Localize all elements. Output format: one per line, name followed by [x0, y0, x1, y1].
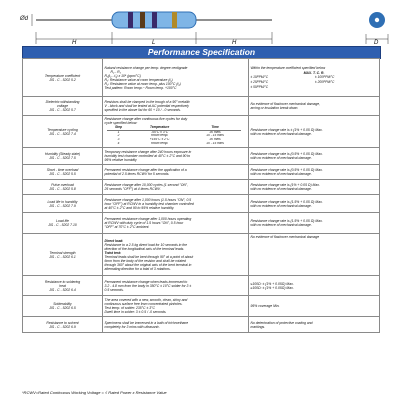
test-condition-cell — [103, 180, 249, 195]
color-band-2 — [140, 12, 145, 28]
diameter-label: Ød — [20, 16, 29, 22]
cycle-header: Time — [189, 126, 242, 130]
test-name-cell — [23, 180, 103, 195]
requirement-cell — [249, 148, 380, 165]
test-name-cell — [23, 317, 103, 333]
requirement-line: with no evidence of mechanical damage. — [250, 131, 312, 136]
condition-line: Specimens shall be immersed in a bath of trichroethane — [104, 320, 189, 325]
spec-row-humidity — [23, 148, 380, 165]
twist-test-caption: Twist test: — [104, 250, 122, 255]
test-name: Load life — [56, 219, 69, 223]
requirement-cell — [249, 59, 380, 97]
test-name: Solderability — [53, 302, 72, 306]
cycle-time: 10 - 15 mins — [206, 134, 224, 138]
tcr-title: MAX. T. C. R. — [303, 70, 325, 75]
requirement-line: Resistance change rate is ± (1% + 0.05 Ω) Max. — [250, 127, 323, 132]
test-name: Short - time overload — [46, 168, 79, 172]
requirement-line: Resistance change rate is (0.5% + 0.05 Ω) Max. — [250, 152, 323, 156]
rcwv-footnote: *RCWV=Rated Continuous Working Voltage = √ Rated Power x Resistance Value — [22, 390, 167, 395]
test-condition-cell — [103, 148, 249, 165]
condition-line: V - block and shall be tested at AC potential respectively — [104, 104, 189, 108]
condition-line: Dwell time in solder: 3 ± 0.5 / -0 seconds. — [104, 310, 167, 314]
condition-line: continuous surface free from concentrated pinholes. — [104, 302, 183, 306]
section-title: Performance Specification — [22, 46, 381, 59]
tcr-value: ± 100PPM/°C — [315, 75, 335, 80]
condition-line: Temporary resistance change after 240 hours exposure in — [104, 150, 192, 154]
requirement-cell — [249, 213, 380, 234]
condition-line: 3.2 - 4.8 mm from the body in 350°C ± 10°C solder for 3 ± — [104, 283, 192, 288]
requirement-cell — [249, 296, 380, 317]
direct-load-caption: Direct load: — [104, 238, 124, 243]
test-name: heat — [59, 283, 66, 288]
spec-row-solderability — [23, 296, 380, 317]
test-name: Humidity (Steady state) — [44, 152, 81, 156]
spec-row-terminal-strength — [23, 234, 380, 276]
requirement-line: with no evidence of mechanical damage. — [250, 172, 312, 176]
condition-line: completely for 3 mins with ultrasonic. — [104, 324, 160, 329]
requirement-cell — [249, 165, 380, 180]
requirement-line: Resistance change rate is (1.5% + 0.05 Ω) Max. — [250, 219, 323, 223]
test-name-cell — [23, 234, 103, 276]
condition-line: through 360° about the original axis of the bent terminal in — [104, 262, 192, 267]
test-standard: JIS - C - 5202 7.5 — [49, 156, 76, 160]
condition-line: Test pattern: Room temp.~ Room temp. +100°C — [104, 85, 177, 90]
condition-line: Permanent resistance change when leads immersed to — [104, 279, 188, 284]
tcr-value: ± 50PPM/°C — [250, 84, 269, 89]
test-name-cell — [23, 296, 103, 317]
test-name: Resistance to solvent — [46, 320, 79, 325]
cycle-temperature: Room temp. — [150, 141, 169, 145]
test-name-cell — [23, 213, 103, 234]
test-condition-cell — [103, 234, 249, 276]
cycle-step: 4 — [117, 141, 120, 145]
condition-line: Resistance change after 10,000 cycles (1 second "ON", — [104, 183, 188, 187]
requirement-line: with no evidence of mechanical damage. — [250, 156, 312, 160]
requirement-line: Resistance change rate is (1.5% + 0.05 Ω) Max. — [250, 199, 323, 204]
cycle-temperature: -55°C ± 3°C — [151, 130, 169, 134]
test-name: Resistance to soldering — [44, 279, 81, 284]
tcr-value: ± 25PPM/°C — [250, 79, 269, 84]
spec-row-dielectric-withstanding — [23, 97, 380, 116]
requirement-line: No evidence of flashover mechanical damage, — [250, 102, 321, 106]
spec-row-temperature-coefficient — [23, 59, 380, 97]
condition-line: potential of 2.5 times RCWV for 5 seconds. — [104, 172, 170, 176]
body-length-label: L — [152, 40, 156, 46]
cycle-time: 10 - 15 mins — [206, 141, 224, 145]
test-condition-cell — [103, 195, 249, 213]
test-name: voltage — [57, 104, 68, 108]
condition-line: 6mm from the body of the resistor and shall be rotated — [104, 258, 186, 263]
test-name-cell — [23, 195, 103, 213]
condition-line: alternating direction for a total of 3 rotations. — [104, 266, 171, 271]
color-band-4 — [172, 12, 177, 28]
test-standard: JIS - C - 5202 6.1 — [49, 254, 76, 259]
condition-line: Resistors shall be clamped in the trough of a 90° metallic — [104, 100, 190, 104]
test-name: Pulse overload — [51, 183, 74, 187]
test-name: Dielectric withstanding — [45, 100, 80, 104]
requirement-line: ≤100Ω: ± (1% + 0.05Ω) Max. — [250, 281, 294, 286]
cycle-step: 3 — [117, 138, 120, 142]
formula-numerator: R₂ - R₁ — [110, 69, 121, 74]
condition-line: The area covered with a new, smooth, clean, shiny and — [104, 298, 188, 302]
spec-row-solvent — [23, 317, 380, 333]
spec-row-load-life-humidity — [23, 195, 380, 213]
test-name: Temperature coefficient — [44, 73, 81, 78]
test-name-cell — [23, 59, 103, 97]
requirement-line: No deterioration of protective coating and — [250, 320, 313, 325]
requirement-line: arcing or insulation break down. — [250, 106, 299, 110]
resistor-drawing — [0, 0, 400, 52]
requirement-cell — [249, 116, 380, 148]
condition-line: R₂: Resistance value at room temp. plus 100°C (t₂) — [104, 81, 181, 86]
color-band-3 — [152, 12, 157, 28]
test-condition-cell — [103, 97, 249, 116]
condition-line: humidity test chamber controlled at 40°C ± 2°C and 90 to — [104, 154, 191, 158]
cycle-table — [107, 126, 242, 146]
requirement-cell — [249, 234, 380, 276]
tcr-value: ± 200PPM/°C — [315, 79, 335, 84]
test-name-cell — [23, 165, 103, 180]
test-standard: JIS - C - 5202 5.8 — [49, 187, 76, 191]
cycle-header: Temperature — [131, 126, 189, 130]
test-name-cell — [23, 116, 103, 148]
condition-line: 0.5 seconds. — [104, 287, 124, 292]
lead-length-label-right: H — [232, 40, 237, 46]
condition-line: Test temp. of solder: 235°C ± 3°C — [104, 306, 155, 310]
test-standard: JIS - C - 5202 5.7 — [49, 108, 76, 112]
test-standard: JIS - C - 5202 6.9 — [49, 324, 76, 329]
condition-line: Resistance change after continuous five cycles for duty — [104, 116, 188, 121]
tcr-value: ± 10PPM/°C — [250, 75, 269, 80]
requirement-line: Resistance change rate is (1% + 0.05 Ω) Max. — [250, 183, 320, 187]
spec-row-temperature-cycling — [23, 116, 380, 148]
test-condition-cell — [103, 165, 249, 180]
test-name-cell — [23, 97, 103, 116]
cycle-time: 30 mins — [209, 138, 221, 142]
test-name: Temperature cycling — [47, 127, 78, 132]
requirement-line: with no evidence of mechanical damage. — [250, 203, 312, 208]
test-standard: JIS - C - 5202 7.4 — [49, 131, 76, 136]
formula-denominator: R₁(t₂ - t₁) x 10⁶ (ppm/°C) — [104, 73, 141, 78]
spec-row-pulse-overload — [23, 180, 380, 195]
test-condition-cell — [103, 317, 249, 333]
test-name: Terminal strength — [49, 250, 76, 255]
condition-line: at RCWV with duty cycle of 1.5 hours "ON", 0.5 hour — [104, 221, 184, 225]
tcr-values — [251, 75, 378, 89]
spec-row-short-time-overload — [23, 165, 380, 180]
requirement-line: 95% coverage Min. — [250, 304, 280, 308]
condition-line: Resistance to a 2.5 kg direct load for 10 seconds in the — [104, 242, 188, 247]
condition-line: Permanent resistance change after the application of a — [104, 168, 187, 172]
test-standard: JIS - C - 5202 5.5 — [49, 172, 76, 176]
test-standard: JIS - C - 5202 7.10 — [48, 223, 77, 227]
requirement-cell — [249, 276, 380, 296]
condition-line: hour "OFF") at RCWV in a humidity test chamber controlled — [104, 201, 194, 206]
performance-spec-table — [22, 58, 380, 333]
cycle-row — [107, 142, 242, 146]
requirement-intro: Within the temperature coefficient specified below — [250, 65, 326, 70]
resistor-diagram — [0, 0, 400, 52]
condition-line: specified in the above list for 60 + 10 / - 0 seconds. — [104, 108, 181, 112]
test-condition-cell — [103, 213, 249, 234]
cycle-temperature: +155°C ± 2°C — [149, 138, 170, 142]
condition-line: cycle specified below: — [104, 120, 138, 125]
test-standard: JIS - C - 5202 6.5 — [49, 306, 76, 310]
condition-line: direction of the longitudinal axis of the terminal leads. — [104, 246, 185, 251]
requirement-cell — [249, 97, 380, 116]
cycle-temperature: Room temp. — [150, 134, 169, 138]
body-diameter-label: D — [374, 40, 379, 46]
test-condition-cell — [103, 116, 249, 148]
requirement-cell — [249, 317, 380, 333]
test-name-cell — [23, 148, 103, 165]
test-standard: JIS - C - 5202 7.9 — [49, 203, 76, 208]
condition-line: Resistance change after 1,000 hours (1.5 hours "ON", 0.5 — [104, 197, 192, 202]
cycle-step: 2 — [117, 134, 120, 138]
spec-row-soldering-heat — [23, 276, 380, 296]
condition-line: Natural resistance change per temp. degree centigrade — [104, 65, 188, 70]
requirement-cell — [249, 180, 380, 195]
test-name-cell — [23, 276, 103, 296]
spec-row-load-life — [23, 213, 380, 234]
test-name: Load life in humidity — [47, 199, 78, 204]
requirement-line: No evidence of flashover mechanical damage — [250, 234, 320, 239]
tcr-value — [315, 85, 378, 90]
condition-line: 95% relative humidity — [104, 158, 137, 162]
requirement-line: Resistance change rate is (0.5% + 0.05 Ω) Max. — [250, 168, 323, 172]
requirement-cell — [249, 195, 380, 213]
requirement-line: markings. — [250, 324, 266, 329]
test-standard: JIS - C - 5202 6.4 — [49, 287, 76, 292]
condition-line: Terminal leads shall be bent through 90° at a point of about — [104, 254, 194, 259]
requirement-line: ≥100Ω: ± (1% + 0.05Ω) Max. — [250, 285, 294, 290]
requirement-line: with no evidence of mechanical damage. — [250, 223, 312, 227]
test-condition-cell — [103, 59, 249, 97]
requirement-line: with no evidence of mechanical damage. — [250, 187, 312, 191]
condition-line: "OFF" at 70°C ± 2°C ambient. — [104, 225, 150, 229]
color-band-1 — [128, 12, 133, 28]
lead-length-label-left: H — [72, 40, 77, 46]
condition-line: at 40°C ± 2°C and 90 to 95% relative humidity. — [104, 205, 175, 210]
cycle-header: Step — [107, 126, 131, 130]
test-condition-cell — [103, 276, 249, 296]
test-condition-cell — [103, 296, 249, 317]
condition-line: R₁: Resistance value at room temperature (t₁) — [104, 77, 173, 82]
dimension-lines — [36, 32, 388, 44]
cycle-time: 30 mins — [209, 130, 221, 134]
condition-line: Permanent resistance change after 1,000 hours operating — [104, 217, 192, 221]
condition-line: 25 seconds "OFF") at 4 times RCWV. — [104, 187, 161, 191]
end-cap-hole — [375, 18, 379, 22]
test-standard: JIS - C - 5202 5.2 — [49, 77, 76, 82]
cycle-step: 1 — [117, 130, 120, 134]
